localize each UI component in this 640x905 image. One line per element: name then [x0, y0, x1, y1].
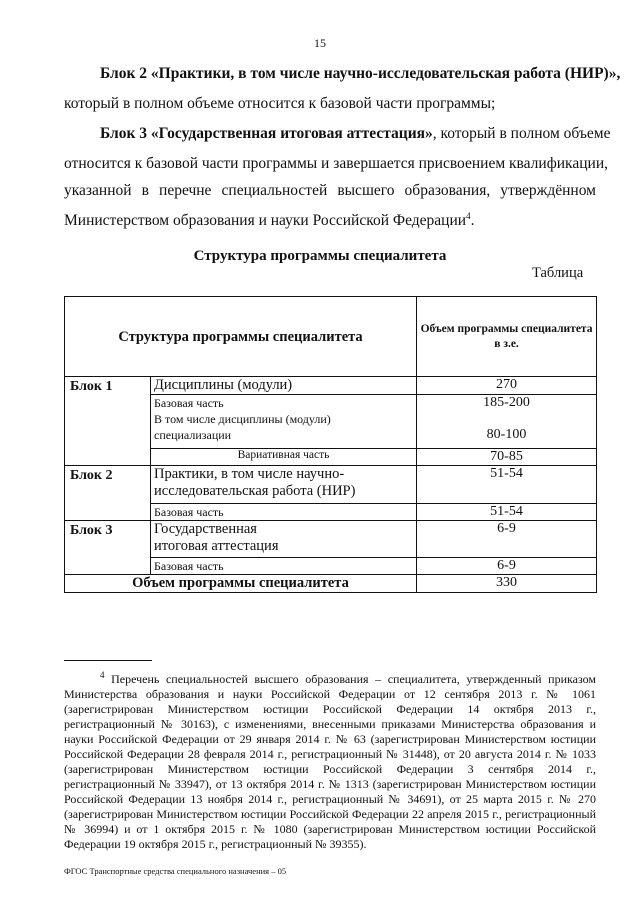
block-name: Государственная итоговая аттестация — [151, 521, 417, 558]
total-label: Объем программы специалитета — [65, 575, 417, 593]
variable-part-value: 70-85 — [417, 449, 597, 466]
header-volume: Объем программы специалитета в з.е. — [417, 297, 597, 377]
table-caption: Структура программы специалитета — [193, 248, 447, 264]
base-part: Базовая часть — [151, 504, 417, 521]
page-footer: ФГОС Транспортные средства специального назначения – 05 — [64, 866, 287, 876]
footnote-divider — [64, 660, 152, 661]
table-row — [65, 377, 597, 395]
footnote-mark: 4 — [100, 670, 105, 680]
block-name: Дисциплины (модули) — [151, 377, 417, 395]
footnote-text: Перечень специальностей высшего образования – специалитета, утвержденный приказом Министерства образования и науки Российской Федерации от 12 сентября 2013 г. № 1061 (зарегистрирован Министерством юстиции Российской Федерации 14 октября 2013 г., регистрационный № 30163), с изменениями, внесенными приказами Министерства образования и науки Российской Федерации от 29 января 2014 г. № 63 (зарегистрирован Министерством юстиции Российской Федерации 28 февраля 2014 г., регистрационный № 31448), от 20 августа 2014 г. № 1033 (зарегистрирован Министерством юстиции Российской Федерации 3 сентября 2014 г., регистрационный № 33947), от 13 октября 2014 г. № 1313 (зарегистрирован Министерством юстиции Российской Федерации 13 ноября 2014 г., регистрационный № 34691), от 25 марта 2015 г. № 270 (зарегистрирован Министерством юстиции Российской Федерации 22 апреля 2015 г., регистрационный № 36994) и от 1 октября 2015 г. № 1080 (зарегистрирован Министерством юстиции Российской Федерации 19 октября 2015 г., регистрационный № 39355). — [64, 672, 596, 851]
block3-text-line3: указанной в перечне специальностей высшего образования, утверждённом — [64, 182, 596, 199]
table-header-row — [65, 297, 597, 377]
page-number: 15 — [314, 36, 326, 50]
block-value: 270 — [417, 377, 597, 395]
block2-text: который в полном объеме относится к базовой части программы; — [64, 95, 496, 112]
block-label: Блок 1 — [65, 377, 151, 466]
block-name: Практики, в том числе научно-исследовательская работа (НИР) — [151, 466, 417, 504]
block-label: Блок 2 — [65, 466, 151, 521]
footnote-ref[interactable]: 4 — [466, 211, 471, 221]
base-part-value: 6-9 — [417, 558, 597, 575]
block-label: Блок 3 — [65, 521, 151, 575]
base-part-value: 185-200 80-100 — [417, 395, 597, 449]
variable-part: Вариативная часть — [151, 449, 417, 466]
block2-heading: Блок 2 «Практики, в том числе научно-исследовательская работа (НИР)», — [100, 65, 621, 82]
block3-heading: Блок 3 «Государственная итоговая аттестация», который в полном объеме — [100, 125, 611, 142]
table-row — [65, 466, 597, 504]
block3-text-line4: Министерством образования и науки Российской Федерации$^4$. — [64, 211, 475, 230]
table-row — [65, 521, 597, 558]
table-label: Таблица — [532, 265, 584, 281]
block3-text-line2: относится к базовой части программы и завершается присвоением квалификации, — [64, 155, 608, 172]
base-part: Базовая часть — [151, 558, 417, 575]
base-part-value: 51-54 — [417, 504, 597, 521]
block-value: 6-9 — [417, 521, 597, 558]
footnote — [64, 668, 596, 852]
total-value: 330 — [417, 575, 597, 593]
table-total-row — [65, 575, 597, 593]
block-value: 51-54 — [417, 466, 597, 504]
header-structure: Структура программы специалитета — [65, 297, 417, 377]
base-part: Базовая часть В том числе дисциплины (модули) специализации — [151, 395, 417, 449]
program-structure-table — [64, 296, 597, 593]
